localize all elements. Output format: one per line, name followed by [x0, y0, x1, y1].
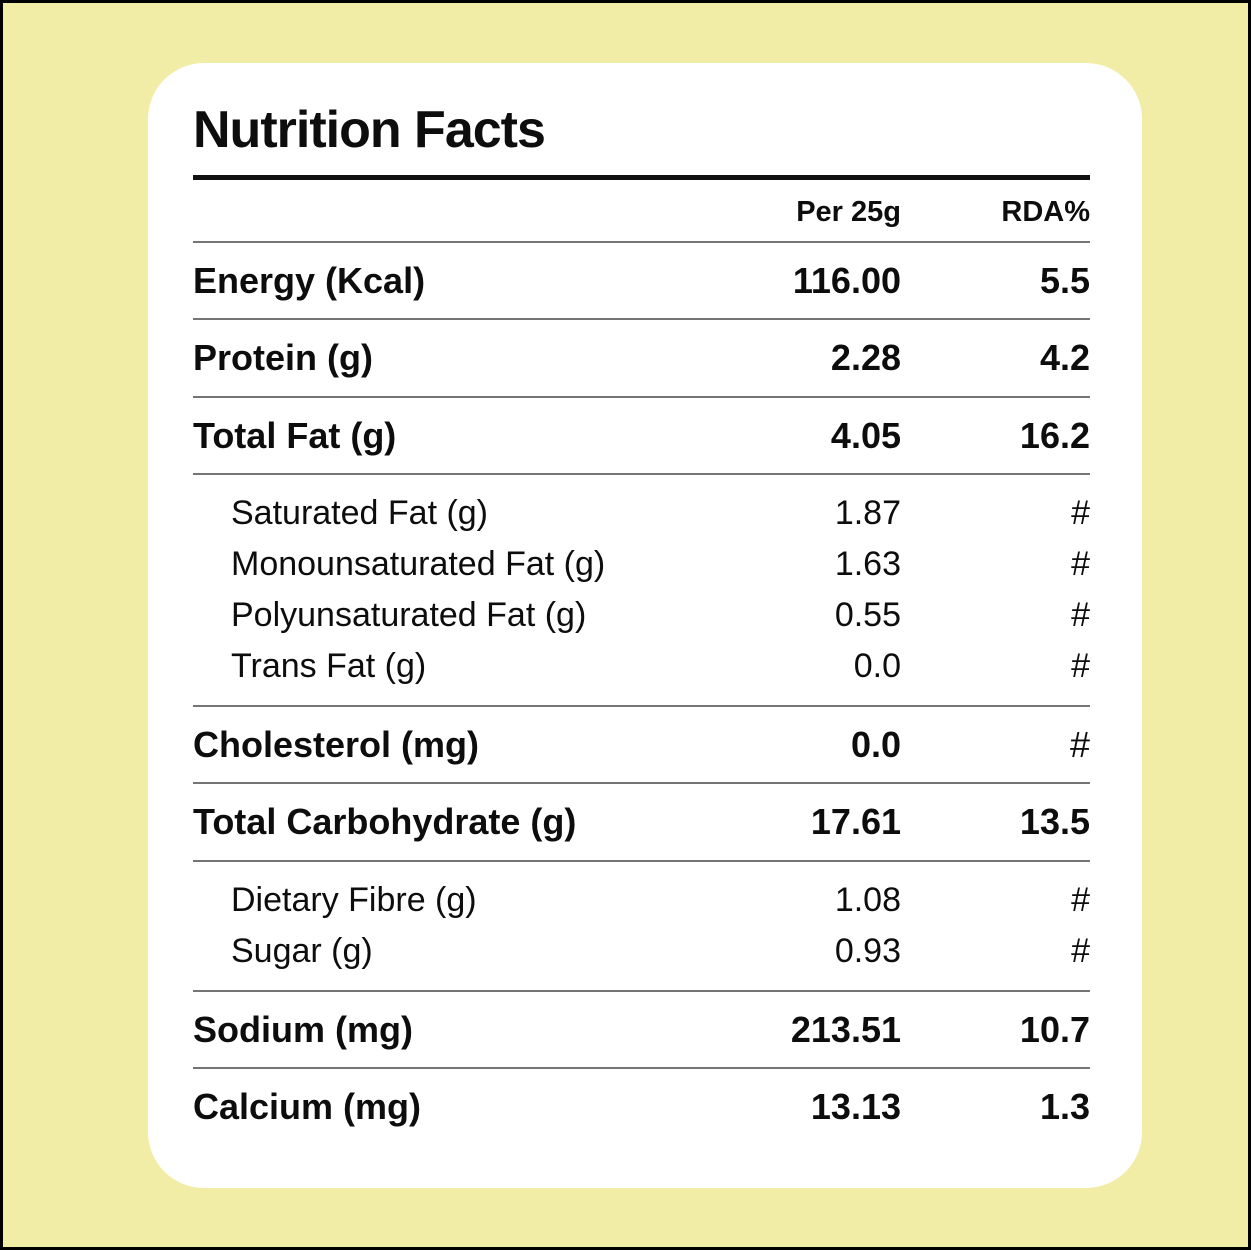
row-label: Energy (Kcal) — [193, 259, 426, 301]
table-row — [193, 992, 1090, 1067]
row-rda-value: # — [1069, 723, 1090, 765]
table-row — [193, 1069, 1090, 1144]
table-body — [193, 241, 1090, 1145]
table-subgroup — [193, 475, 1090, 705]
row-label: Sugar (g) — [231, 931, 373, 970]
row-rda-value: 13.5 — [1019, 801, 1090, 843]
row-per-25g-value: 0.0 — [853, 646, 901, 685]
page-title: Nutrition Facts — [193, 101, 545, 159]
row-label: Cholesterol (mg) — [193, 723, 480, 765]
row-label: Monounsaturated Fat (g) — [231, 544, 606, 583]
row-label: Protein (g) — [193, 337, 373, 379]
table-row — [193, 707, 1090, 782]
table-subrow — [193, 590, 1090, 641]
row-rda-value: 1.3 — [1039, 1086, 1090, 1128]
table-row — [193, 398, 1090, 473]
row-label: Dietary Fibre (g) — [231, 880, 477, 919]
table-subrow — [193, 539, 1090, 590]
row-per-25g-value: 2.28 — [830, 337, 901, 379]
table-row — [193, 243, 1090, 318]
row-label: Total Carbohydrate (g) — [193, 801, 577, 843]
row-rda-value: # — [1071, 595, 1090, 634]
row-per-25g-value: 1.63 — [834, 544, 901, 583]
row-per-25g-value: 0.0 — [850, 723, 901, 765]
table-header-row — [193, 180, 1090, 241]
row-label: Sodium (mg) — [193, 1008, 413, 1050]
row-label: Trans Fat (g) — [231, 646, 427, 685]
table-subrow — [193, 926, 1090, 977]
row-rda-value: 10.7 — [1019, 1008, 1090, 1050]
table-row — [193, 784, 1090, 859]
row-rda-value: # — [1071, 493, 1090, 532]
row-rda-value: 16.2 — [1019, 414, 1090, 456]
table-subgroup — [193, 862, 1090, 990]
row-label: Saturated Fat (g) — [231, 493, 489, 532]
row-label: Total Fat (g) — [193, 414, 397, 456]
row-per-25g-value: 116.00 — [792, 259, 901, 301]
row-label: Calcium (mg) — [193, 1086, 422, 1128]
row-rda-value: # — [1071, 544, 1090, 583]
table-subrow — [193, 875, 1090, 926]
row-rda-value: # — [1071, 931, 1090, 970]
row-per-25g-value: 0.93 — [834, 931, 901, 970]
row-rda-value: # — [1071, 646, 1090, 685]
row-per-25g-value: 1.87 — [834, 493, 901, 532]
table-subrow — [193, 488, 1090, 539]
row-per-25g-value: 0.55 — [834, 595, 901, 634]
row-per-25g-value: 4.05 — [830, 414, 901, 456]
column-header-per-25g: Per 25g — [796, 195, 901, 228]
row-per-25g-value: 1.08 — [834, 880, 901, 919]
row-per-25g-value: 13.13 — [810, 1086, 901, 1128]
row-rda-value: 5.5 — [1039, 259, 1090, 301]
row-label: Polyunsaturated Fat (g) — [231, 595, 587, 634]
nutrition-facts-card — [148, 63, 1142, 1188]
table-subrow — [193, 641, 1090, 692]
column-header-rda-percent: RDA% — [1001, 195, 1090, 228]
table-row — [193, 320, 1090, 395]
row-rda-value: 4.2 — [1039, 337, 1090, 379]
row-per-25g-value: 17.61 — [810, 801, 901, 843]
row-rda-value: # — [1071, 880, 1090, 919]
row-per-25g-value: 213.51 — [790, 1008, 901, 1050]
